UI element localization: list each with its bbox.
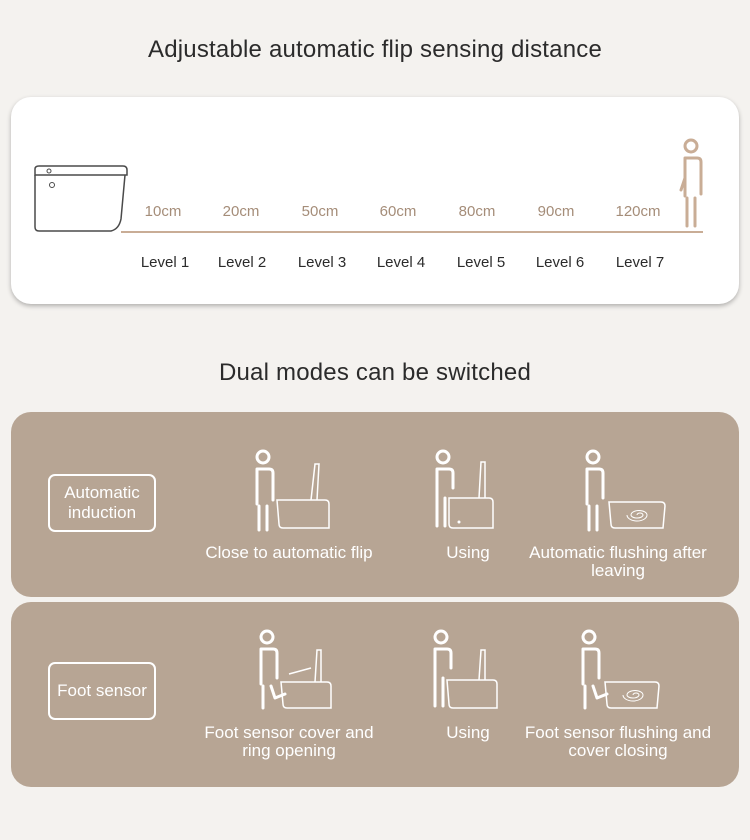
step-caption-foot-flush: Foot sensor flushing and cover closing xyxy=(524,723,712,760)
distance-label-6: 90cm xyxy=(537,203,575,220)
distance-label-7: 120cm xyxy=(615,203,661,220)
leave-flush-icon xyxy=(583,448,669,534)
page-title-dual-modes: Dual modes can be switched xyxy=(218,359,532,386)
distance-label-3: 50cm xyxy=(301,203,339,220)
mode-card-automatic-induction xyxy=(11,412,739,597)
distance-baseline xyxy=(121,231,703,233)
distance-label-4: 60cm xyxy=(379,203,417,220)
seated-using-icon xyxy=(429,448,499,534)
level-label-5: Level 5 xyxy=(456,254,506,271)
distance-label-5: 80cm xyxy=(458,203,496,220)
mode-label-foot-sensor: Foot sensor xyxy=(48,662,156,720)
level-label-6: Level 6 xyxy=(535,254,585,271)
seated-using-icon xyxy=(427,628,503,714)
mode-label-automatic-induction: Automatic induction xyxy=(48,474,156,532)
approach-lid-open-icon xyxy=(249,448,335,534)
step-caption-auto-flush: Automatic flushing after leaving xyxy=(529,543,707,580)
level-label-7: Level 7 xyxy=(615,254,665,271)
distance-label-1: 10cm xyxy=(144,203,182,220)
step-caption-using-1: Using xyxy=(446,543,490,562)
level-label-4: Level 4 xyxy=(376,254,426,271)
mode-card-foot-sensor xyxy=(11,602,739,787)
page-title-sensing-distance: Adjustable automatic flip sensing distance xyxy=(148,36,602,63)
sensing-distance-card xyxy=(11,97,739,304)
standing-person-icon xyxy=(677,138,705,230)
step-caption-close-to-flip: Close to automatic flip xyxy=(205,543,373,562)
foot-flush-close-icon xyxy=(577,628,663,714)
level-label-1: Level 1 xyxy=(140,254,190,271)
step-caption-using-2: Using xyxy=(446,723,490,742)
step-caption-foot-open: Foot sensor cover and ring opening xyxy=(204,723,374,760)
distance-label-2: 20cm xyxy=(222,203,260,220)
foot-sensor-open-icon xyxy=(255,628,335,714)
level-label-2: Level 2 xyxy=(217,254,267,271)
toilet-side-icon xyxy=(33,161,129,233)
level-label-3: Level 3 xyxy=(297,254,347,271)
